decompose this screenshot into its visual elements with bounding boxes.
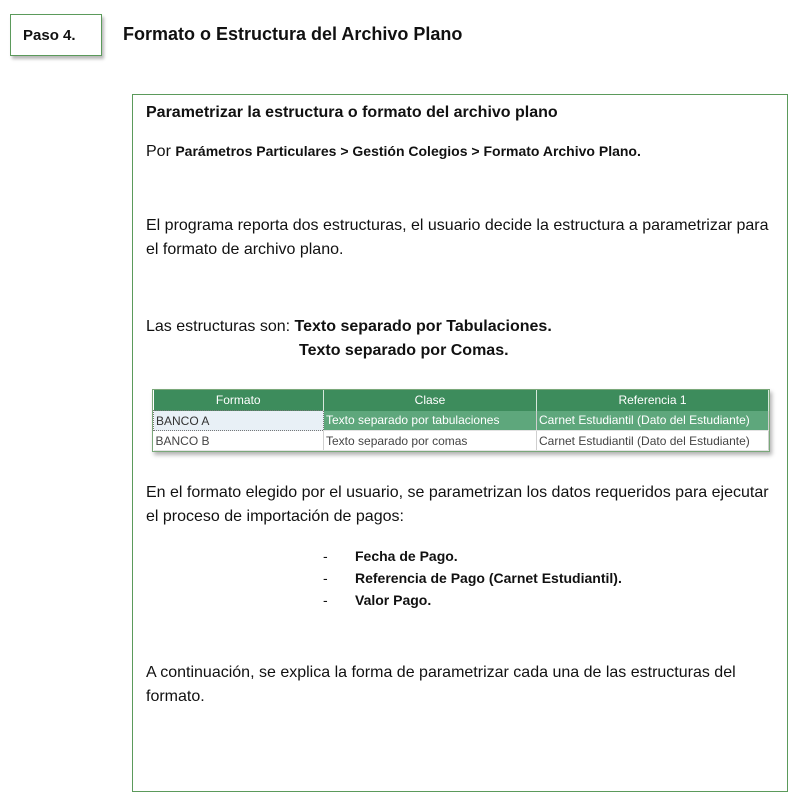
structures-prefix: Las estructuras son:	[146, 318, 295, 335]
list-item-text: Valor Pago.	[355, 592, 432, 608]
bullet-marker: -	[323, 592, 328, 608]
cell-clase[interactable]: Texto separado por tabulaciones	[324, 411, 537, 431]
structure-tabs: Texto separado por Tabulaciones.	[294, 318, 552, 335]
navigation-instruction	[146, 139, 641, 164]
step-title: Formato o Estructura del Archivo Plano	[123, 24, 463, 44]
nav-path: Parámetros Particulares > Gestión Colegios > Formato Archivo Plano.	[175, 143, 641, 159]
cell-referencia[interactable]: Carnet Estudiantil (Dato del Estudiante)	[537, 431, 769, 451]
structures-line	[146, 315, 552, 339]
table-header-row	[154, 390, 769, 411]
column-header-formato[interactable]: Formato	[154, 390, 324, 411]
list-item-text: Referencia de Pago (Carnet Estudiantil).	[355, 570, 622, 586]
paragraph-closing: A continuación, se explica la forma de parametrizar cada una de las estructuras del formato.	[146, 664, 736, 705]
cell-referencia[interactable]: Carnet Estudiantil (Dato del Estudiante)	[537, 411, 769, 431]
cell-formato[interactable]: BANCO B	[154, 431, 324, 451]
step-label-box	[10, 14, 102, 56]
panel-title: Parametrizar la estructura o formato del archivo plano	[146, 104, 558, 121]
required-data-list	[323, 545, 622, 611]
bullet-marker: -	[323, 570, 328, 586]
paragraph-required-data: En el formato elegido por el usuario, se parametrizan los datos requeridos para ejecutar el proceso de importación de pagos:	[146, 484, 769, 525]
table-row[interactable]	[154, 411, 769, 431]
format-table	[152, 389, 770, 452]
list-item	[323, 589, 622, 611]
bullet-marker: -	[323, 548, 328, 564]
cell-formato[interactable]: BANCO A	[154, 411, 324, 431]
step-label: Paso 4.	[23, 26, 76, 44]
nav-prefix: Por	[146, 143, 176, 160]
table-row[interactable]	[154, 431, 769, 451]
list-item	[323, 545, 622, 567]
list-item	[323, 567, 622, 589]
column-header-referencia[interactable]: Referencia 1	[537, 390, 769, 411]
list-item-text: Fecha de Pago.	[355, 548, 458, 564]
paragraph-structures-intro: El programa reporta dos estructuras, el usuario decide la estructura a parametrizar para el formato de archivo plano.	[146, 217, 769, 258]
structure-commas: Texto separado por Comas.	[299, 342, 509, 359]
cell-clase[interactable]: Texto separado por comas	[324, 431, 537, 451]
content-panel	[132, 94, 788, 792]
column-header-clase[interactable]: Clase	[324, 390, 537, 411]
